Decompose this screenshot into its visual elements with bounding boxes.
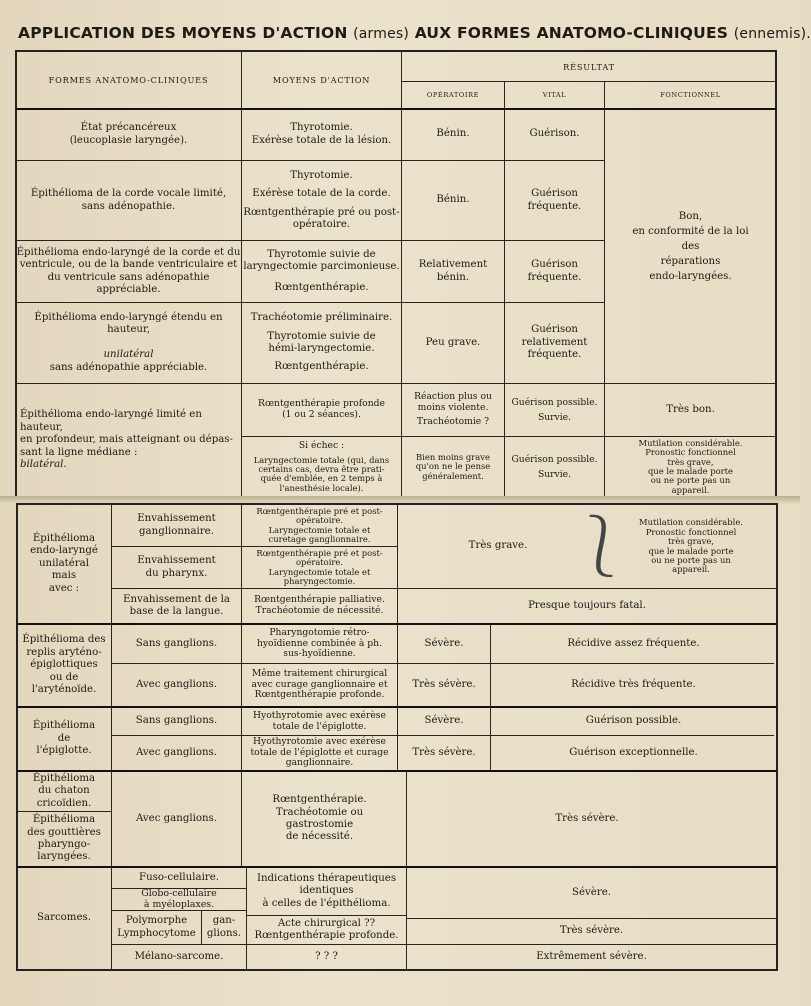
r3-vital: Guérison fréquente.	[527, 259, 582, 283]
g5-m3: ? ? ?	[315, 950, 338, 962]
g2-op2: Très sévère.	[412, 678, 476, 690]
g3-r1: Guérison possible.	[585, 715, 682, 727]
header-fonctionnel: FONCTIONNEL	[660, 90, 721, 99]
g5-m1: Indications thérapeutiques identiques à celles de l'épithélioma.	[256, 872, 397, 909]
g4-m: Rœntgenthérapie. Trachéotomie ou gastrostomie de nécessité.	[272, 794, 367, 843]
g3-s2: Avec ganglions.	[135, 746, 218, 758]
g2-r2: Récidive très fréquente.	[571, 678, 696, 690]
g2-m2: Même traitement chirurgical avec curage ganglionnaire et Rœntgenthérapie profonde.	[251, 667, 388, 701]
g3-m2: Hyothyrotomie avec exérèse totale de l'épiglotte et curage ganglionnaire.	[250, 735, 389, 769]
r5-operatoire-c: Bien moins grave qu'on ne le pense généralement.	[415, 451, 491, 481]
r4-moyens-c: Rœntgenthérapie.	[274, 361, 369, 373]
g3-op2: Très sévère.	[412, 746, 476, 758]
g5-r1: Sévère.	[572, 886, 611, 898]
r5-moyens-c: Laryngectomie totale (qui, dans certains cas, devra être prati- quée d'emblée, en 2 temps à l'anesthésie locale).	[253, 454, 390, 493]
r2-moyens-a: Thyrotomie.	[290, 169, 353, 181]
g5-s4: Polymorphe	[125, 915, 188, 927]
g5-m2: Acte chirurgical ?? Rœntgenthérapie profonde.	[254, 917, 399, 941]
g5-forme: Sarcomes.	[37, 912, 91, 924]
g2-forme: Épithélioma des replis aryténo- épiglottiques ou de l'aryténoïde.	[22, 634, 106, 696]
r2-moyens-c: Rœntgenthérapie pré ou post- opératoire.	[243, 206, 400, 230]
r4-vital: Guérison relativement fréquente.	[521, 324, 588, 361]
g1-res3: Presque toujours fatal.	[528, 599, 646, 611]
g4-forme-b: Épithélioma des gouttières pharyngo- laryngées.	[27, 814, 101, 863]
g5-s6: Mélano-sarcome.	[134, 950, 224, 962]
r3-operatoire: Relativement bénin.	[418, 259, 488, 283]
g2-s2: Avec ganglions.	[135, 678, 218, 690]
r2-moyens-b: Exérèse totale de la corde.	[252, 188, 391, 200]
g4-s: Avec ganglions.	[135, 812, 218, 824]
g3-forme: Épithélioma de l'épiglotte.	[32, 720, 96, 757]
g1-forme: Épithélioma endo-laryngé unilatéral mais avec :	[30, 532, 98, 594]
header-operatoire: OPÉRATOIRE	[426, 90, 480, 99]
r3-moyens-b: Rœntgenthérapie.	[274, 281, 369, 293]
header-formes: FORMES ANATOMO-CLINIQUES	[48, 74, 209, 85]
r5-vital-b: Guérison possible. Survie.	[511, 454, 598, 480]
g2-r1: Récidive assez fréquente.	[567, 637, 700, 649]
r3-forme: Épithélioma endo-laryngé de la corde et du ventricule, ou de la bande ventriculaire et du ventricule sans adénopathie appréciable.	[16, 246, 241, 295]
r5-moyens-a: Rœntgenthérapie profonde (1 ou 2 séances).	[258, 398, 385, 420]
g5-r2: Très sévère.	[559, 925, 624, 937]
r1-moyens: Thyrotomie. Exérèse totale de la lésion.	[251, 122, 392, 146]
g5-s1: Fuso-cellulaire.	[139, 871, 219, 883]
r1-vital: Guérison.	[529, 128, 580, 140]
g2-s1: Sans ganglions.	[135, 637, 218, 649]
g2-op1: Sévère.	[424, 637, 464, 649]
r1-forme: État précancéreux (leucoplasie laryngée).	[69, 122, 188, 146]
g1-s1: Envahissement ganglionnaire.	[137, 513, 216, 537]
r1-operatoire: Bénin.	[436, 128, 470, 140]
header-vital: VITAL	[542, 90, 567, 99]
g3-op1: Sévère.	[424, 715, 464, 727]
r4-moyens-a: Trachéotomie préliminaire.	[250, 312, 393, 324]
r5-operatoire-a: Réaction plus ou moins violente.	[414, 390, 492, 413]
r2-forme: Épithélioma de la corde vocale limité, sans adénopathie.	[30, 188, 227, 212]
g5-s-gang: gan- glions.	[206, 915, 242, 939]
g2-m1: Pharyngotomie rétro- hyoïdienne combinée à ph. sus-hyoïdienne.	[256, 626, 383, 660]
r5-vital-a: Guérison possible. Survie.	[511, 397, 598, 423]
g1-s3: Envahissement de la base de la langue.	[123, 593, 230, 617]
g4-res: Très sévère.	[555, 812, 619, 824]
fonctionnel-bon: Bon, en conformité de la loi des réparations endo-laryngées.	[632, 210, 749, 282]
header-moyens: MOYENS D'ACTION	[272, 74, 371, 85]
g4-forme-a: Épithélioma du chaton cricoïdien.	[32, 772, 96, 809]
r5-moyens-b: Si échec :	[298, 439, 345, 451]
r2-operatoire: Bénin.	[436, 194, 470, 206]
header-resultat: RÉSULTAT	[563, 61, 615, 72]
r5-operatoire-b: Trachéotomie ?	[416, 416, 490, 428]
r4-moyens-b: Thyrotomie suivie de hémi-laryngectomie.	[267, 330, 376, 354]
r3-moyens-a: Thyrotomie suivie de laryngectomie parcimonieuse.	[243, 248, 400, 273]
r5-fonct-b: Mutilation considérable. Pronostic fonctionnel très grave, que le malade porte ou ne porte pas un appareil.	[638, 437, 743, 495]
g5-s2: Globo-cellulaire à myéloplaxes.	[141, 888, 217, 910]
page-title: APPLICATION DES MOYENS D'ACTION (armes) AUX FORMES ANATOMO-CLINIQUES (ennemis).	[18, 24, 811, 42]
r5-fonct-a: Très bon.	[666, 403, 715, 415]
g3-s1: Sans ganglions.	[135, 715, 218, 727]
r5-forme: Épithélioma endo-laryngé limité en hauteur, en profondeur, mais atteignant ou dépas- sant la ligne médiane : bilatéral.	[20, 409, 233, 471]
r4-operatoire: Peu grave.	[425, 336, 481, 348]
g1-m3: Rœntgenthérapie palliative. Trachéotomie de nécessité.	[254, 594, 385, 616]
g1-m1: Rœntgenthérapie pré et post- opératoire. Laryngectomie totale et curetage ganglionnaire.	[256, 505, 383, 544]
r2-vital: Guérison fréquente.	[527, 188, 582, 212]
r4-forme: Épithélioma endo-laryngé étendu en hauteur, unilatéral sans adénopathie appréciable.	[34, 311, 223, 373]
g1-fonct: Mutilation considérable. Pronostic fonctionnel très grave, que le malade porte ou ne porte pas un appareil.	[639, 517, 743, 575]
g3-m1: Hyothyrotomie avec exérèse totale de l'épiglotte.	[253, 709, 386, 732]
g1-m2: Rœntgenthérapie pré et post- opératoire. Laryngectomie totale et pharyngectomie.	[256, 547, 383, 586]
g5-s5: Lymphocytome	[117, 927, 196, 939]
g1-s2: Envahissement du pharynx.	[137, 555, 216, 579]
g5-r3: Extrêmement sévère.	[536, 950, 647, 962]
g1-res: Très grave.	[468, 540, 528, 552]
g3-r2: Guérison exceptionnelle.	[569, 746, 698, 758]
brace-mark: ⎱	[571, 511, 631, 582]
